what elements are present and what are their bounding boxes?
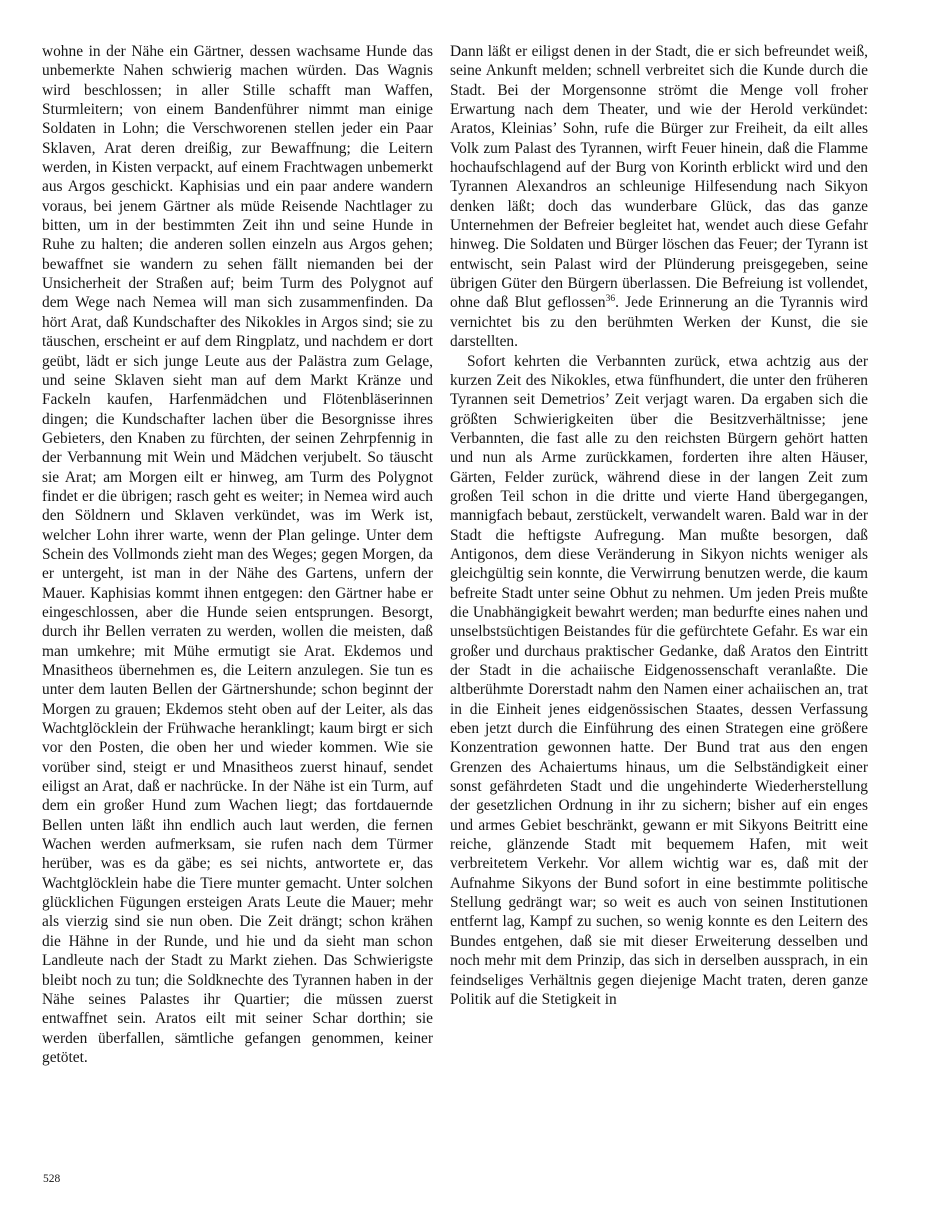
page-number: 528 — [43, 1173, 61, 1185]
body-paragraph: Sofort kehrten die Verbannten zurück, etwa achtzig aus der kurzen Zeit des Nikokles, etwa fünfhundert, die unter den früheren Tyrannen seit Demetrios’ Zeit verjagt waren. Da ergaben sich die größten Schwierigkeiten über die Besitzverhältnisse; jene Verbannten, die fast alle zu den reichsten Bürgern gehört hatten und nun als Arme zurückkamen, forderten ihre alten Häuser, Gärten, Felder zurück, während diese in der langen Zeit zum großen Teil schon in die dritte und vierte Hand übergegangen, mannigfach bebaut, zerstückelt, verwandelt waren. Bald war in der Stadt die heftigste Aufregung. Man mußte besorgen, daß Antigonos, dem diese Veränderung in Sikyon nichts weniger als gleichgültig sein konnte, die Verwirrung benutzen werde, die kaum befreite Stadt unter seine Obhut zu nehmen. Um jeden Preis mußte die Unabhängigkeit bewahrt werden; man bedurfte eines nahen und unselbstsüchtigen Beistandes für die gefürchtete Gefahr. Es war ein großer und durchaus praktischer Gedanke, daß Aratos den Eintritt der Stadt in die achaiische Eidgenossenschaft veranlaßte. Die altberühmte Dorerstadt nahm den Namen einer achaiischen an, trat in die Einheit jenes eidgenössischen Staates, dessen Verfassung eben jetzt durch die Einführung des einen Strategen eine größere Konzentration gewonnen hatte. Der Bund trat aus den engen Grenzen des Achaiertums hinaus, um die Selbständigkeit einer sonst gefährdeten Stadt und die ungehinderte Wiederherstellung der gesetzlichen Ordnung in ihr zu sichern; bisher auf ein enges und armes Gebiet beschränkt, gewann er mit Sikyons Beitritt eine reiche, glänzende Stadt mit bequemem Hafen, mit weit verbreitetem Verkehr. Vor allem wichtig war es, daß mit der Aufnahme Sikyons der Bund sofort in eine bestimmte politische Stellung gedrängt war; so weit es auch von seinen Institutionen entfernt lag, Kampf zu suchen, so wenig konnte es den Leitern des Bundes entgehen, daß sie mit dieser Erweiterung desselben und noch mehr mit dem Prinzip, das sich in derselben aussprach, in ein feindseliges Verhältnis gegen diejenige Macht traten, deren ganze Politik auf die Stetigkeit in — [450, 352, 868, 1008]
footnote-marker: 36 — [605, 294, 616, 305]
body-paragraph: wohne in der Nähe ein Gärtner, dessen wachsame Hunde das unbemerkte Nahen schwierig machen würden. Das Wagnis wird beschlossen; in aller Stille schafft man Waffen, Sturmleitern; von einem Bandenführer nimmt man einige Soldaten in Lohn; die Verschworenen stellen jeder ein Paar Sklaven, Arat deren dreißig, zur Bewaffnung; die Leitern werden, in Kisten verpackt, auf einem Frachtwagen unbemerkt aus Argos geschickt. Kaphisias und ein paar andere wandern voraus, bei jenem Gärtner als müde Reisende Nachtlager zu bitten, um in der bestimmten Zeit ihn und seine Hunde in Ruhe zu halten; die anderen sollen einzeln aus Argos gehen; bewaffnet sie wandern zu sehen fällt niemanden bei der Unsicherheit der Straßen auf; beim Turm des Polygnot auf dem Wege nach Nemea will man sich zusammenfinden. Da hört Arat, daß Kundschafter des Nikokles in Argos sind; sie zu täuschen, erscheint er auf dem Ringplatz, und nachdem er dort geübt, lädt er sich junge Leute aus der Palästra zum Gelage, und seine Sklaven sieht man auf dem Markt Kränze und Fackeln kaufen, Harfenmädchen und Flötenbläserinnen dingen; die Kundschafter lachen über die Besorgnisse ihres Gebieters, den Knaben zu fürchten, der seinen Zehrpfennig in der Verbannung mit Wein und Mädchen verjubelt. So täuscht sie Arat; am Morgen eilt er hinweg, am Turm des Polygnot findet er die übrigen; rasch geht es weiter; in Nemea wird auch den Söldnern und Sklaven verkündet, was im Werk ist, welcher Lohn ihrer warte, wenn der Plan gelinge. Unter dem Schein des Vollmonds zieht man des Weges; gegen Morgen, da er untergeht, ist man in der Nähe des Gartens, unfern der Mauer. Kaphisias kommt ihnen entgegen: den Gärtner habe er eingeschlossen, aber die Hunde seien entsprungen. Besorgt, durch ihr Bellen verraten zu werden, wollen die meisten, daß man umkehre; mit Mühe ermutigt sie Arat. Ekdemos und Mnasitheos übernehmen es, die Leitern anzulegen. Sie tun es unter dem lauten Bellen der Gärtnershunde; schon beginnt der Morgen zu grauen; Ekdemos steht oben auf der Leiter, als das Wachtglöcklein der Frühwache heranklingt; kaum birgt er sich vor den Posten, die oben her und wieder kommen. Wie sie vorüber sind, steigt er und Mnasitheos zuerst hinauf, sendet eiligst an Arat, daß er nachrücke. In der Nähe ist ein Turm, auf dem ein großer Hund zum Wachen liegt; das fortdauernde Bellen unten läßt ihn endlich auch laut werden, die fernen Wachen werden aufmerksam, sie rufen nach dem Türmer herüber, was es da gäbe; es sei nichts, antwortete er, das Wachtglöcklein habe die Tiere munter gemacht. Unter solchen glücklichen Fügungen ersteigen Arats Leute die Mauer; mehr als vierzig sind sie nun oben. Die Zeit drängt; schon krähen die Hähne in der Runde, und hie und da sieht man schon Landleute nach der Stadt zu Markt ziehen. Das Schwierigste bleibt noch zu tun; die Soldknechte des Tyrannen haben in der Nähe seines Palastes ihr Quartier; die müssen zuerst entwaffnet sein. Aratos eilt mit seiner Schar dorthin; sie werden überfallen, sämtliche gefangen genommen, keiner getötet. — [42, 43, 433, 1066]
text-column-right — [450, 42, 868, 1166]
paragraph-text-before-footnote: Dann läßt er eiligst denen in der Stadt, die er sich befreundet weiß, seine Ankunft melden; schnell verbreitet sich die Kunde durch die Stadt. Bei der Morgensonne strömt die Menge voll froher Erwartung nach dem Theater, und wie der Herold verkündet: Aratos, Kleinias’ Sohn, rufe die Bürger zur Freiheit, da eilt alles Volk zum Palast des Tyrannen, wirft Feuer hinein, daß die Flamme hochaufschlagend auf der Burg von Korinth erblickt wird und den Tyrannen Alexandros an schleunige Hilfesendung nach Sikyon denken läßt; doch das wunderbare Glück, das das ganze Unternehmen der Befreier begleitet hat, wendet auch diese Gefahr hinweg. Die Soldaten und Bürger löschen das Feuer; der Tyrann ist entwischt, sein Palast wird der Plünderung preisgegeben, seine übrigen Güter den Bürgern überlassen. Die Befreiung ist vollendet, ohne daß Blut geflossen — [450, 43, 868, 312]
paragraph-text-after-footnote: . Jede Erinnerung an die Tyrannis wird vernichtet bis zu den berühmten Werken der Kunst, die sie darstellten. — [450, 294, 868, 351]
body-paragraph — [450, 42, 868, 352]
text-column-left — [42, 42, 433, 1166]
two-column-text-block — [42, 42, 868, 1166]
